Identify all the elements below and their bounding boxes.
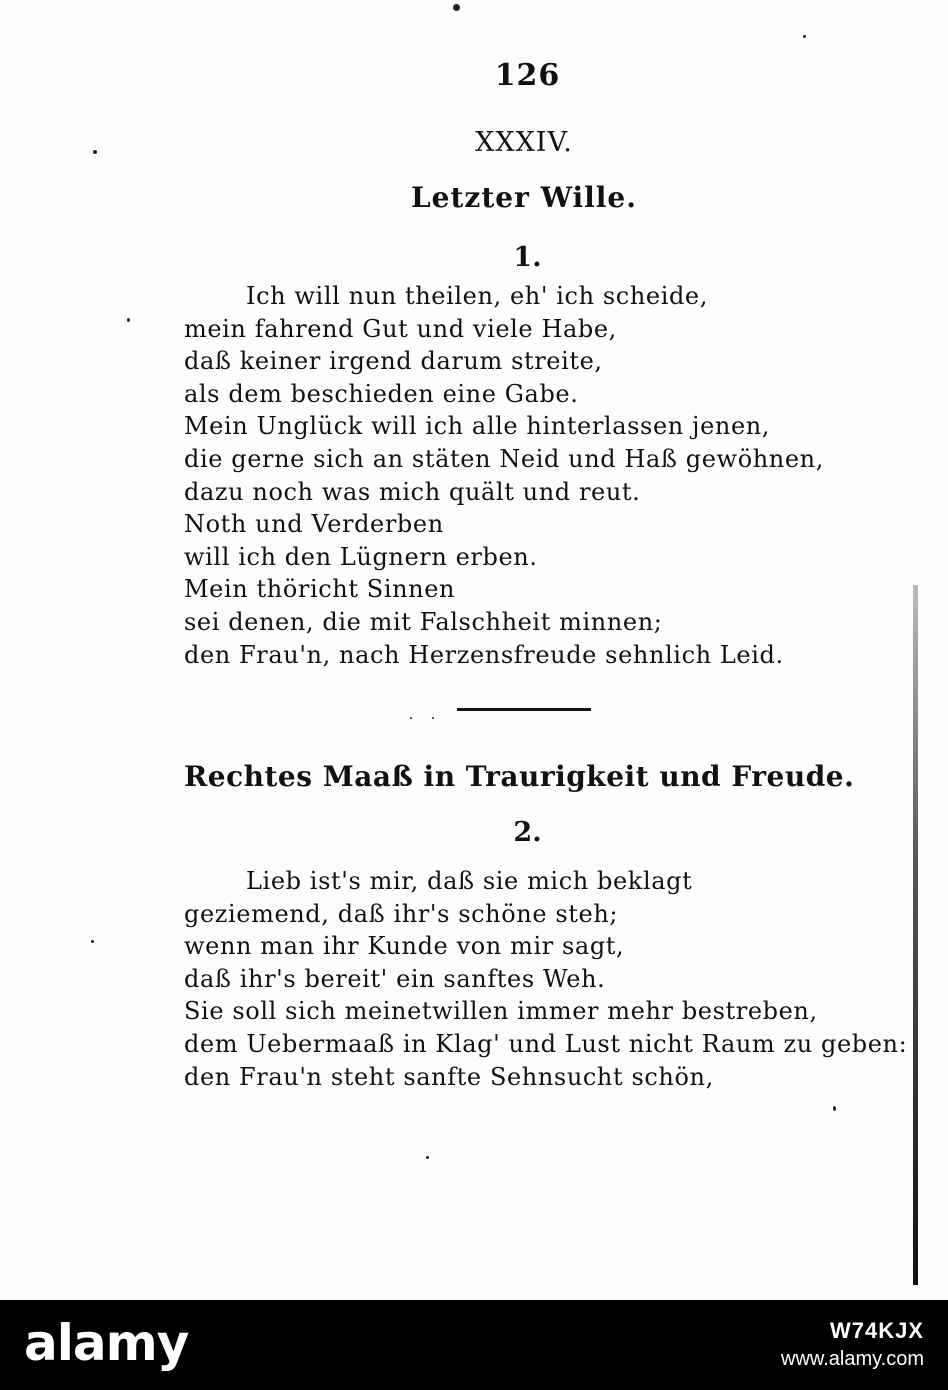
poem-line: Ich will nun theilen, eh' ich scheide, [246,282,708,310]
poem-line: den Frau'n, nach Herzensfreude sehnlich Leid. [184,640,784,669]
ink-speck [833,1106,836,1111]
section-divider [457,708,591,711]
ink-speck [127,318,130,322]
page-number: 126 [494,58,561,93]
stock-footer-bar [0,1300,948,1390]
poem-line: daß ihr's bereit' ein sanftes Weh. [184,964,606,993]
poem-line: Noth und Verderben [184,510,444,539]
footer-info [781,1318,924,1371]
stanza-number-1: 1. [513,242,542,273]
poem-line: sei denen, die mit Falschheit minnen; [184,607,663,636]
poem-line: daß keiner irgend darum streite, [184,347,603,376]
poem-one-lines [184,280,824,671]
poem-line: will ich den Lügnern erben. [184,542,538,571]
stanza-number-2: 2. [513,817,542,848]
ink-speck [91,940,94,943]
poem-line: Mein Unglück will ich alle hinterlassen jenen, [184,412,771,441]
poem-line: den Frau'n steht sanfte Sehnsucht schön, [184,1062,714,1091]
second-poem-title: Rechtes Maaß in Traurigkeit und Freude. [184,760,855,793]
poem-line: mein fahrend Gut und viele Habe, [184,314,617,343]
poem-line: Mein thöricht Sinnen [184,575,456,604]
poem-line: dem Uebermaaß in Klag' und Lust nicht Raum zu geben: [184,1029,908,1058]
poem-line: Lieb ist's mir, daß sie mich beklagt [246,867,693,895]
ink-speck [803,35,806,38]
poem-two-lines [184,865,907,1093]
ink-speck [426,1156,429,1159]
brand-logo: alamy [24,1314,189,1372]
poem-line: geziemend, daß ihr's schöne steh; [184,899,619,928]
page-edge-shadow [913,585,918,1285]
poem-title: Letzter Wille. [410,181,637,214]
site-url: www.alamy.com [781,1348,924,1370]
poem-line: als dem beschieden eine Gabe. [184,379,579,408]
image-id: W74KJX [829,1318,924,1343]
ink-speck [453,4,460,11]
ink-speck [410,717,412,719]
poem-line: wenn man ihr Kunde von mir sagt, [184,932,625,961]
ink-speck [432,717,434,719]
section-numeral: XXXIV. [475,127,573,158]
poem-line: die gerne sich an stäten Neid und Haß gewöhnen, [184,444,824,473]
poem-line: Sie soll sich meinetwillen immer mehr bestreben, [184,997,818,1026]
poem-line: dazu noch was mich quält und reut. [184,477,641,506]
